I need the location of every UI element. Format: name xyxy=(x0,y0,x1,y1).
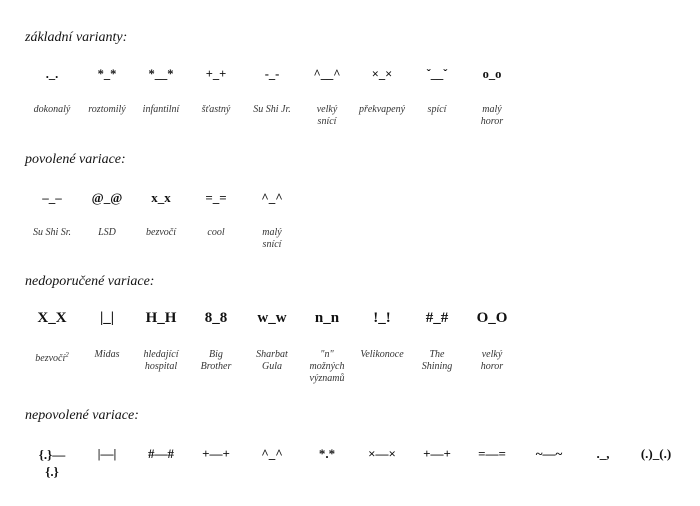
emoticon: -_- xyxy=(264,67,280,81)
emoticon: ._. xyxy=(45,67,59,81)
emoticon-label: Big Brother xyxy=(200,349,232,372)
emoticon-label: roztomilý xyxy=(88,104,126,115)
emoticon-label: dokonalý xyxy=(33,104,71,115)
emoticon: =—= xyxy=(478,446,506,461)
emoticon-label: překvapený xyxy=(358,104,406,115)
emoticon: 8_8 xyxy=(204,310,228,326)
emoticon: ^__^ xyxy=(313,67,341,81)
emoticon: *__* xyxy=(148,67,174,81)
emoticon-label: bezvočí xyxy=(146,227,176,238)
emoticon: ×—× xyxy=(368,446,396,461)
emoticon-label: LSD xyxy=(98,227,116,238)
emoticon: ^_^ xyxy=(261,446,283,461)
emoticon-label: The Shining xyxy=(421,349,453,372)
emoticon-label: malý snící xyxy=(262,227,282,250)
emoticon: ~—~ xyxy=(535,446,563,461)
emoticon: {.}— {.} xyxy=(38,447,66,479)
emoticon: (.)_(.) xyxy=(640,446,672,461)
emoticon: O_O xyxy=(476,310,508,326)
emoticon: |_| xyxy=(99,310,115,326)
emoticon-label: Midas xyxy=(94,349,120,360)
section-title: nepovolené variace: xyxy=(25,408,139,423)
emoticon-label: malý horor xyxy=(480,104,504,127)
emoticon-label: velký snící xyxy=(316,104,338,127)
emoticon-label: Velikonoce xyxy=(360,349,404,360)
emoticon: ._, xyxy=(596,446,610,461)
emoticon: *.* xyxy=(318,446,336,461)
emoticon: !_! xyxy=(373,310,391,326)
emoticon: |—| xyxy=(97,446,117,461)
emoticon: H_H xyxy=(145,310,177,326)
emoticon-label: šťastný xyxy=(201,104,231,115)
emoticon-label: Sharbat Gula xyxy=(256,349,288,372)
emoticon: +_+ xyxy=(205,67,227,81)
emoticon: X_X xyxy=(37,310,67,326)
emoticon-label: Su Shi Sr. xyxy=(32,227,72,238)
emoticon-label: Su Shi Jr. xyxy=(253,104,291,115)
emoticon-label: infantilní xyxy=(142,104,180,115)
footnote-marker: 2 xyxy=(65,351,69,359)
emoticon: =_= xyxy=(205,190,227,205)
emoticon-label: "n" možných významů xyxy=(309,349,345,384)
emoticon: ^_^ xyxy=(261,190,283,205)
label-text: bezvočí xyxy=(35,353,66,364)
section-title: nedoporučené variace: xyxy=(25,274,155,289)
emoticon: ˇ__ˇ xyxy=(426,67,448,81)
emoticon: #—# xyxy=(148,446,174,461)
emoticon: o_o xyxy=(482,67,502,81)
section-title: povolené variace: xyxy=(25,152,126,167)
emoticon: +—+ xyxy=(423,446,451,461)
emoticon: #_# xyxy=(425,310,449,326)
emoticon: ×_× xyxy=(371,67,393,81)
emoticon: n_n xyxy=(314,310,340,326)
emoticon-label xyxy=(35,349,69,365)
emoticon: @_@ xyxy=(91,190,123,205)
emoticon: *_* xyxy=(97,67,117,81)
emoticon-label: spící xyxy=(427,104,447,115)
section-title: základní varianty: xyxy=(25,30,128,45)
emoticon-label: velký horor xyxy=(480,349,504,372)
emoticon-label: hledající hospital xyxy=(143,349,179,372)
emoticon: –_– xyxy=(42,190,62,205)
emoticon-label: cool xyxy=(207,227,225,238)
emoticon: x_x xyxy=(151,190,171,205)
emoticon: +—+ xyxy=(202,446,230,461)
emoticon: w_w xyxy=(257,310,287,326)
